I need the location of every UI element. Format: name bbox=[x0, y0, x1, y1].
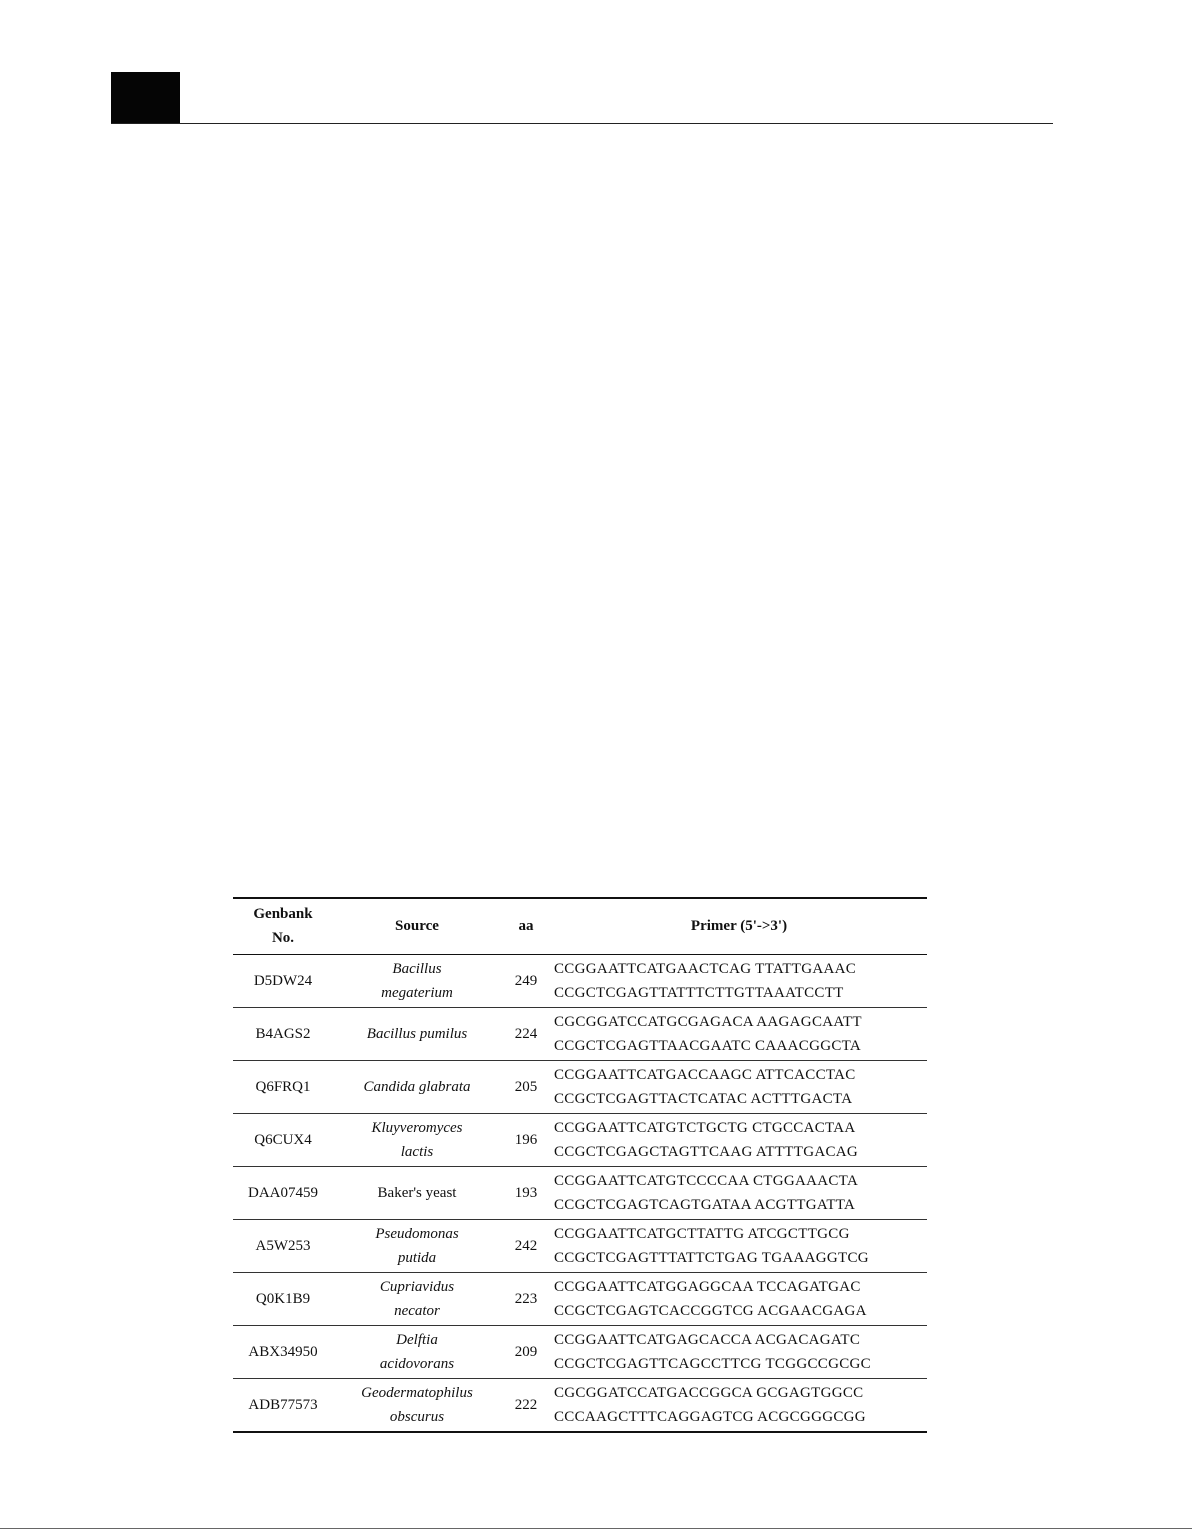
cell-aa: 222 bbox=[514, 1397, 538, 1413]
cell-primer bbox=[551, 955, 927, 1008]
cell-aa: 249 bbox=[514, 973, 538, 989]
cell-source bbox=[333, 1167, 501, 1220]
source-line: Bacillus pumilus bbox=[366, 1026, 468, 1042]
header-genbank-line-1: Genbank bbox=[253, 906, 313, 922]
cell-aa: 224 bbox=[514, 1026, 538, 1042]
table-header bbox=[233, 898, 927, 955]
table-row bbox=[233, 1326, 927, 1379]
cell-genbank: A5W253 bbox=[255, 1238, 311, 1254]
header-genbank-line-2: No. bbox=[271, 930, 295, 946]
source-line: lactis bbox=[400, 1144, 434, 1160]
primer-reverse: CCGCTCGAGTTACTCATAC ACTTTGACTA bbox=[554, 1091, 853, 1107]
source-line: Delftia bbox=[396, 1332, 438, 1348]
source-line: obscurus bbox=[389, 1409, 445, 1425]
cell-genbank: Q6CUX4 bbox=[254, 1132, 312, 1148]
primer-reverse: CCGCTCGAGCTAGTTCAAG ATTTTGACAG bbox=[554, 1144, 859, 1160]
source-line: necator bbox=[394, 1303, 440, 1319]
primer-forward: CCGGAATTCATGTCTGCTG CTGCCACTAA bbox=[554, 1120, 856, 1136]
table-row bbox=[233, 1273, 927, 1326]
primer-forward: CCGGAATTCATGAACTCAG TTATTGAAAC bbox=[554, 961, 857, 977]
source-line: megaterium bbox=[381, 985, 453, 1001]
cell-source bbox=[333, 1008, 501, 1061]
primer-forward: CGCGGATCCATGACCGGCA GCGAGTGGCC bbox=[554, 1385, 864, 1401]
cell-primer bbox=[551, 1326, 927, 1379]
cell-aa: 223 bbox=[514, 1291, 538, 1307]
primer-forward: CCGGAATTCATGAGCACCA ACGACAGATC bbox=[554, 1332, 861, 1348]
cell-source bbox=[333, 1220, 501, 1273]
cell-genbank: ABX34950 bbox=[248, 1344, 318, 1360]
primer-forward: CCGGAATTCATGGAGGCAA TCCAGATGAC bbox=[554, 1279, 861, 1295]
cell-source bbox=[333, 1273, 501, 1326]
cell-genbank: DAA07459 bbox=[248, 1185, 318, 1201]
source-line: Bacillus bbox=[392, 961, 442, 977]
source-line: Baker's yeast bbox=[377, 1185, 457, 1201]
cell-aa: 193 bbox=[514, 1185, 538, 1201]
source-line: Pseudomonas bbox=[375, 1226, 459, 1242]
header-rule bbox=[111, 123, 1053, 124]
cell-primer bbox=[551, 1114, 927, 1167]
source-line: putida bbox=[397, 1250, 437, 1266]
chapter-number-block bbox=[111, 72, 180, 124]
cell-source bbox=[333, 1061, 501, 1114]
primer-forward: CCGGAATTCATGCTTATTG ATCGCTTGCG bbox=[554, 1226, 850, 1242]
cell-primer bbox=[551, 1379, 927, 1433]
primer-reverse: CCCAAGCTTTCAGGAGTCG ACGCGGGCGG bbox=[554, 1409, 866, 1425]
cell-primer bbox=[551, 1008, 927, 1061]
primer-reverse: CCGCTCGAGTTTATTCTGAG TGAAAGGTCG bbox=[554, 1250, 869, 1266]
cell-aa: 205 bbox=[514, 1079, 538, 1095]
table-row bbox=[233, 1008, 927, 1061]
cell-source bbox=[333, 1114, 501, 1167]
header-aa: aa bbox=[518, 918, 534, 934]
cell-genbank: Q0K1B9 bbox=[255, 1291, 311, 1307]
source-line: Geodermatophilus bbox=[361, 1385, 473, 1401]
cell-genbank: B4AGS2 bbox=[255, 1026, 311, 1042]
table-row bbox=[233, 1114, 927, 1167]
table-row bbox=[233, 955, 927, 1008]
primer-forward: CGCGGATCCATGCGAGACA AAGAGCAATT bbox=[554, 1014, 862, 1030]
primer-reverse: CCGCTCGAGTTATTTCTTGTTAAATCCTT bbox=[554, 985, 844, 1001]
cell-primer bbox=[551, 1220, 927, 1273]
source-line: Kluyveromyces bbox=[371, 1120, 463, 1136]
table-header-row bbox=[233, 898, 927, 955]
primer-forward: CCGGAATTCATGTCCCCAA CTGGAAACTA bbox=[554, 1173, 859, 1189]
source-line: Cupriavidus bbox=[379, 1279, 455, 1295]
primer-reverse: CCGCTCGAGTTCAGCCTTCG TCGGCCGCGC bbox=[554, 1356, 871, 1372]
cell-aa: 196 bbox=[514, 1132, 538, 1148]
cell-source bbox=[333, 955, 501, 1008]
primer-forward: CCGGAATTCATGACCAAGC ATTCACCTAC bbox=[554, 1067, 856, 1083]
header-genbank bbox=[233, 898, 333, 955]
table-row bbox=[233, 1061, 927, 1114]
page-bottom-rule bbox=[0, 1528, 1192, 1529]
primer-table-container bbox=[233, 897, 927, 1433]
cell-genbank: ADB77573 bbox=[248, 1397, 318, 1413]
cell-primer bbox=[551, 1167, 927, 1220]
cell-genbank: D5DW24 bbox=[253, 973, 313, 989]
primer-table bbox=[233, 897, 927, 1433]
cell-genbank: Q6FRQ1 bbox=[255, 1079, 311, 1095]
primer-reverse: CCGCTCGAGTCACCGGTCG ACGAACGAGA bbox=[554, 1303, 867, 1319]
header-primer: Primer (5'->3') bbox=[690, 918, 788, 934]
cell-aa: 242 bbox=[514, 1238, 538, 1254]
source-line: acidovorans bbox=[379, 1356, 455, 1372]
cell-source bbox=[333, 1379, 501, 1433]
table-row bbox=[233, 1167, 927, 1220]
cell-primer bbox=[551, 1061, 927, 1114]
primer-reverse: CCGCTCGAGTCAGTGATAA ACGTTGATTA bbox=[554, 1197, 856, 1213]
cell-source bbox=[333, 1326, 501, 1379]
primer-reverse: CCGCTCGAGTTAACGAATC CAAACGGCTA bbox=[554, 1038, 862, 1054]
header-source: Source bbox=[395, 918, 439, 934]
table-row bbox=[233, 1220, 927, 1273]
table-body bbox=[233, 955, 927, 1433]
table-row bbox=[233, 1379, 927, 1433]
cell-primer bbox=[551, 1273, 927, 1326]
source-line: Candida glabrata bbox=[363, 1079, 471, 1095]
cell-aa: 209 bbox=[514, 1344, 538, 1360]
